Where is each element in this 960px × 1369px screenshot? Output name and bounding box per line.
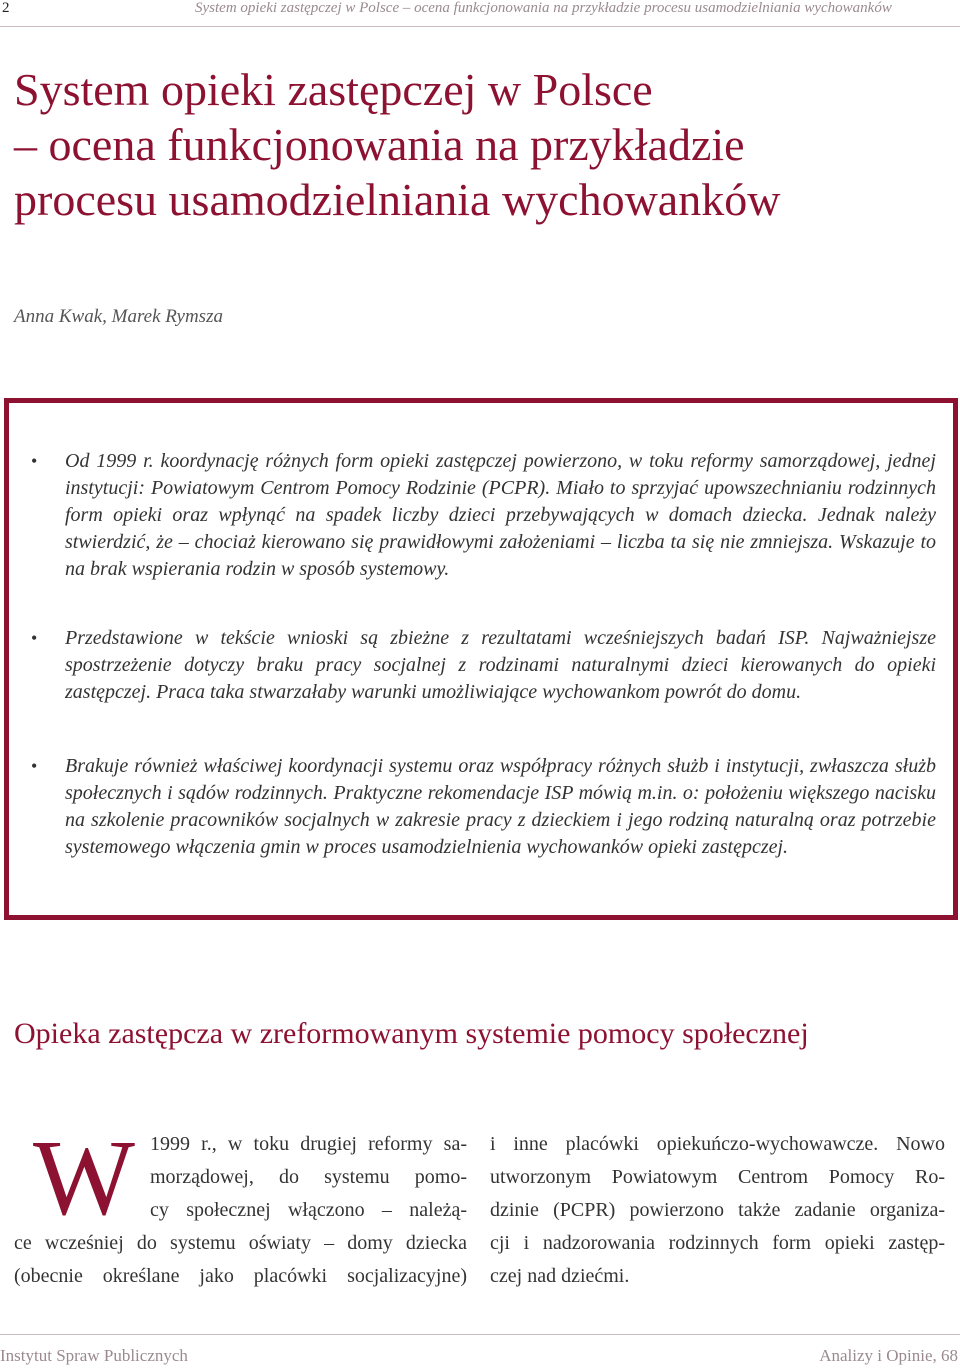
- footer-rule: [0, 1334, 960, 1335]
- body-right-line-4: cji i nadzorowania rodzinnych form opieki zastęp-: [490, 1232, 945, 1254]
- summary-point-text: Przedstawione w tekście wnioski są zbieżne z rezultatami wcześniejszych badań ISP. Najważniejsze spostrzeżenie dotyczy braku pracy socjalnej z rodzinami naturalnymi dzieci kierowanych do opieki zastępczej. Praca taka stwarzałaby warunki umożliwiające wychowankom powrót do domu.: [65, 627, 936, 703]
- bullet-icon: •: [31, 451, 38, 471]
- body-right-line-1: i inne placówki opiekuńczo-wychowawcze. Nowo: [490, 1133, 945, 1155]
- summary-point-1: [31, 448, 936, 583]
- body-right-line-3: dzinie (PCPR) powierzono także zadanie organiza-: [490, 1199, 945, 1221]
- summary-point-3: [31, 753, 936, 861]
- summary-point-2: [31, 625, 936, 706]
- footer-series: Analizy i Opinie, 68: [819, 1346, 958, 1365]
- running-header: [0, 0, 960, 27]
- dropcap: W: [33, 1119, 135, 1238]
- bullet-icon: •: [31, 628, 38, 648]
- body-left-line-3: cy społecznej włączono – należą-: [150, 1199, 467, 1221]
- summary-point-text: Brakuje również właściwej koordynacji systemu oraz współpracy różnych służb i instytucji, zwłaszcza służb społecznych i sądów rodzinnych. Praktyczne rekomendacje ISP mówią m.in. o: położeniu większego nacisku na szkolenie pracowników socjalnych w zakresie pracy z dzieckiem i jego rodziną naturalną oraz potrzebie systemowego włączenia gmin w proces usamodzielnienia wychowanków opieki zastępczej.: [65, 755, 936, 858]
- article-title: [14, 62, 954, 227]
- footer-publisher: Instytut Spraw Publicznych: [0, 1346, 188, 1365]
- title-line-2: – ocena funkcjonowania na przykładzie: [14, 119, 745, 170]
- summary-point-text: Od 1999 r. koordynację różnych form opieki zastępczej powierzono, w toku reformy samorządowej, jednej instytucji: Powiatowym Centrom Pomocy Rodzinie (PCPR). Miało to sprzyjać upowszechnianiu rodzinnych form opieki oraz wpłynąć na spadek liczby dzieci przebywających w domach dziecka. Jednak należy stwierdzić, że – chociaż kierowano się prawidłowymi założeniami – liczba ta się nie zmniejsza. Wskazuje to na brak wspierania rodzin w sposób systemowy.: [65, 450, 936, 580]
- authors: Anna Kwak, Marek Rymsza: [14, 306, 223, 327]
- body-left-line-4: ce wcześniej do systemu oświaty – domy dziecka: [14, 1232, 467, 1254]
- summary-box: [4, 398, 958, 920]
- body-right-line-2: utworzonym Powiatowym Centrom Pomocy Ro-: [490, 1166, 945, 1188]
- body-left-line-2: morządowej, do systemu pomo-: [150, 1166, 467, 1188]
- title-line-3: procesu usamodzielniania wychowanków: [14, 174, 781, 225]
- body-left-line-1: 1999 r., w toku drugiej reformy sa-: [150, 1133, 467, 1155]
- bullet-icon: •: [31, 756, 38, 776]
- section-heading: Opieka zastępcza w zreformowanym systemie pomocy społecznej: [14, 1017, 809, 1050]
- running-title: System opieki zastępczej w Polsce – ocena funkcjonowania na przykładzie procesu usamodzielniania wychowanków: [195, 0, 892, 16]
- body-left-line-5: (obecnie określane jako placówki socjalizacyjne): [14, 1265, 467, 1287]
- page-number: 2: [2, 0, 10, 16]
- title-line-1: System opieki zastępczej w Polsce: [14, 64, 653, 115]
- body-right-line-5: czej nad dziećmi.: [490, 1265, 630, 1287]
